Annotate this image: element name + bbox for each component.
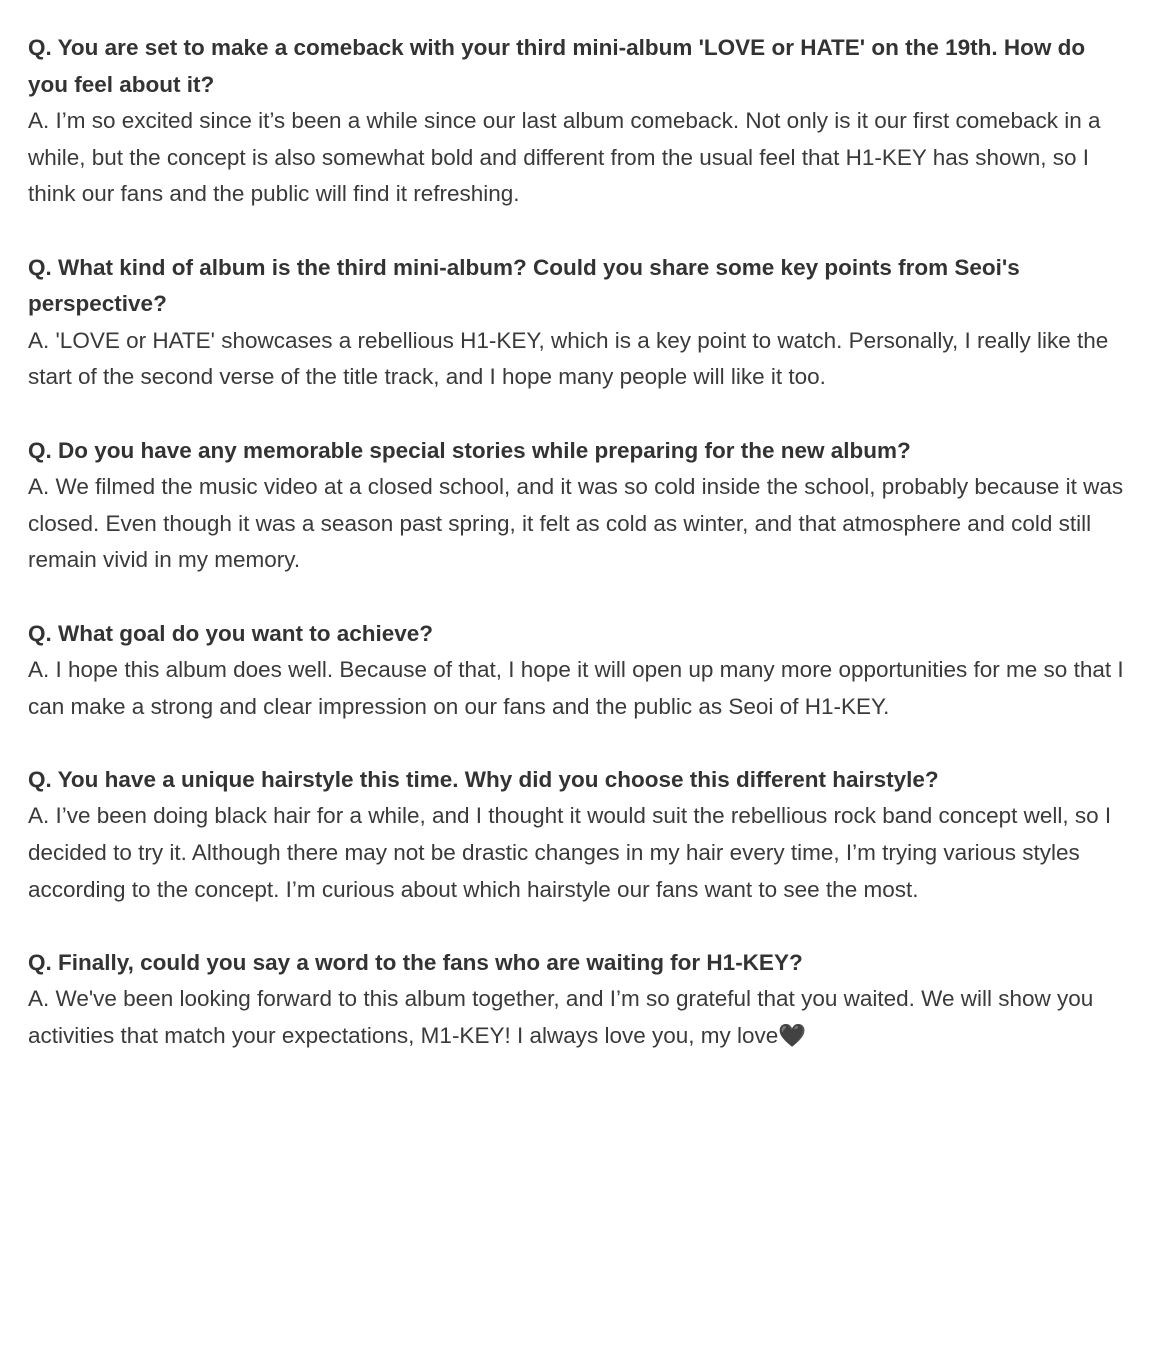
- answer-text: A. I hope this album does well. Because of that, I hope it will open up many more opportunities for me so that I can make a strong and clear impression on our fans and the public as Seoi of H1-KEY.: [28, 657, 1124, 719]
- question-text: Q. What goal do you want to achieve?: [28, 620, 434, 646]
- question-text: Q. Do you have any memorable special stories while preparing for the new album?: [28, 437, 911, 463]
- qa-block-hairstyle: [28, 762, 1131, 908]
- qa-block-special-stories: [28, 433, 1131, 579]
- question-text: Q. You are set to make a comeback with your third mini-album 'LOVE or HATE' on the 19th. How do you feel about it?: [28, 35, 1086, 97]
- question-text: Q. You have a unique hairstyle this time. Why did you choose this different hairstyle?: [28, 766, 939, 792]
- qa-block-album-key-points: [28, 250, 1131, 396]
- answer-text: A. We filmed the music video at a closed school, and it was so cold inside the school, probably because it was closed. Even though it was a season past spring, it felt as cold as winter, and that atmosphere and cold still remain vivid in my memory.: [28, 474, 1124, 573]
- question-text: Q. Finally, could you say a word to the fans who are waiting for H1-KEY?: [28, 949, 803, 975]
- qa-block-comeback: [28, 30, 1131, 213]
- answer-text: A. We've been looking forward to this album together, and I’m so grateful that you waited. We will show you activities that match your expectations, M1-KEY! I always love you, my love🖤: [28, 986, 1094, 1049]
- answer-text: A. 'LOVE or HATE' showcases a rebellious H1-KEY, which is a key point to watch. Personally, I really like the start of the second verse of the title track, and I hope many people will like it too.: [28, 327, 1109, 390]
- answer-text: A. I’m so excited since it’s been a while since our last album comeback. Not only is it our first comeback in a while, but the concept is also somewhat bold and different from the usual feel that H1-KEY has shown, so I think our fans and the public will find it refreshing.: [28, 108, 1101, 207]
- qa-block-message-to-fans: [28, 945, 1131, 1055]
- qa-block-goal: [28, 616, 1131, 726]
- answer-text: A. I’ve been doing black hair for a while, and I thought it would suit the rebellious rock band concept well, so I decided to try it. Although there may not be drastic changes in my hair every time, I’m trying various styles according to the concept. I’m curious about which hairstyle our fans want to see the most.: [28, 803, 1112, 902]
- question-text: Q. What kind of album is the third mini-album? Could you share some key points from Seoi's perspective?: [28, 254, 1020, 317]
